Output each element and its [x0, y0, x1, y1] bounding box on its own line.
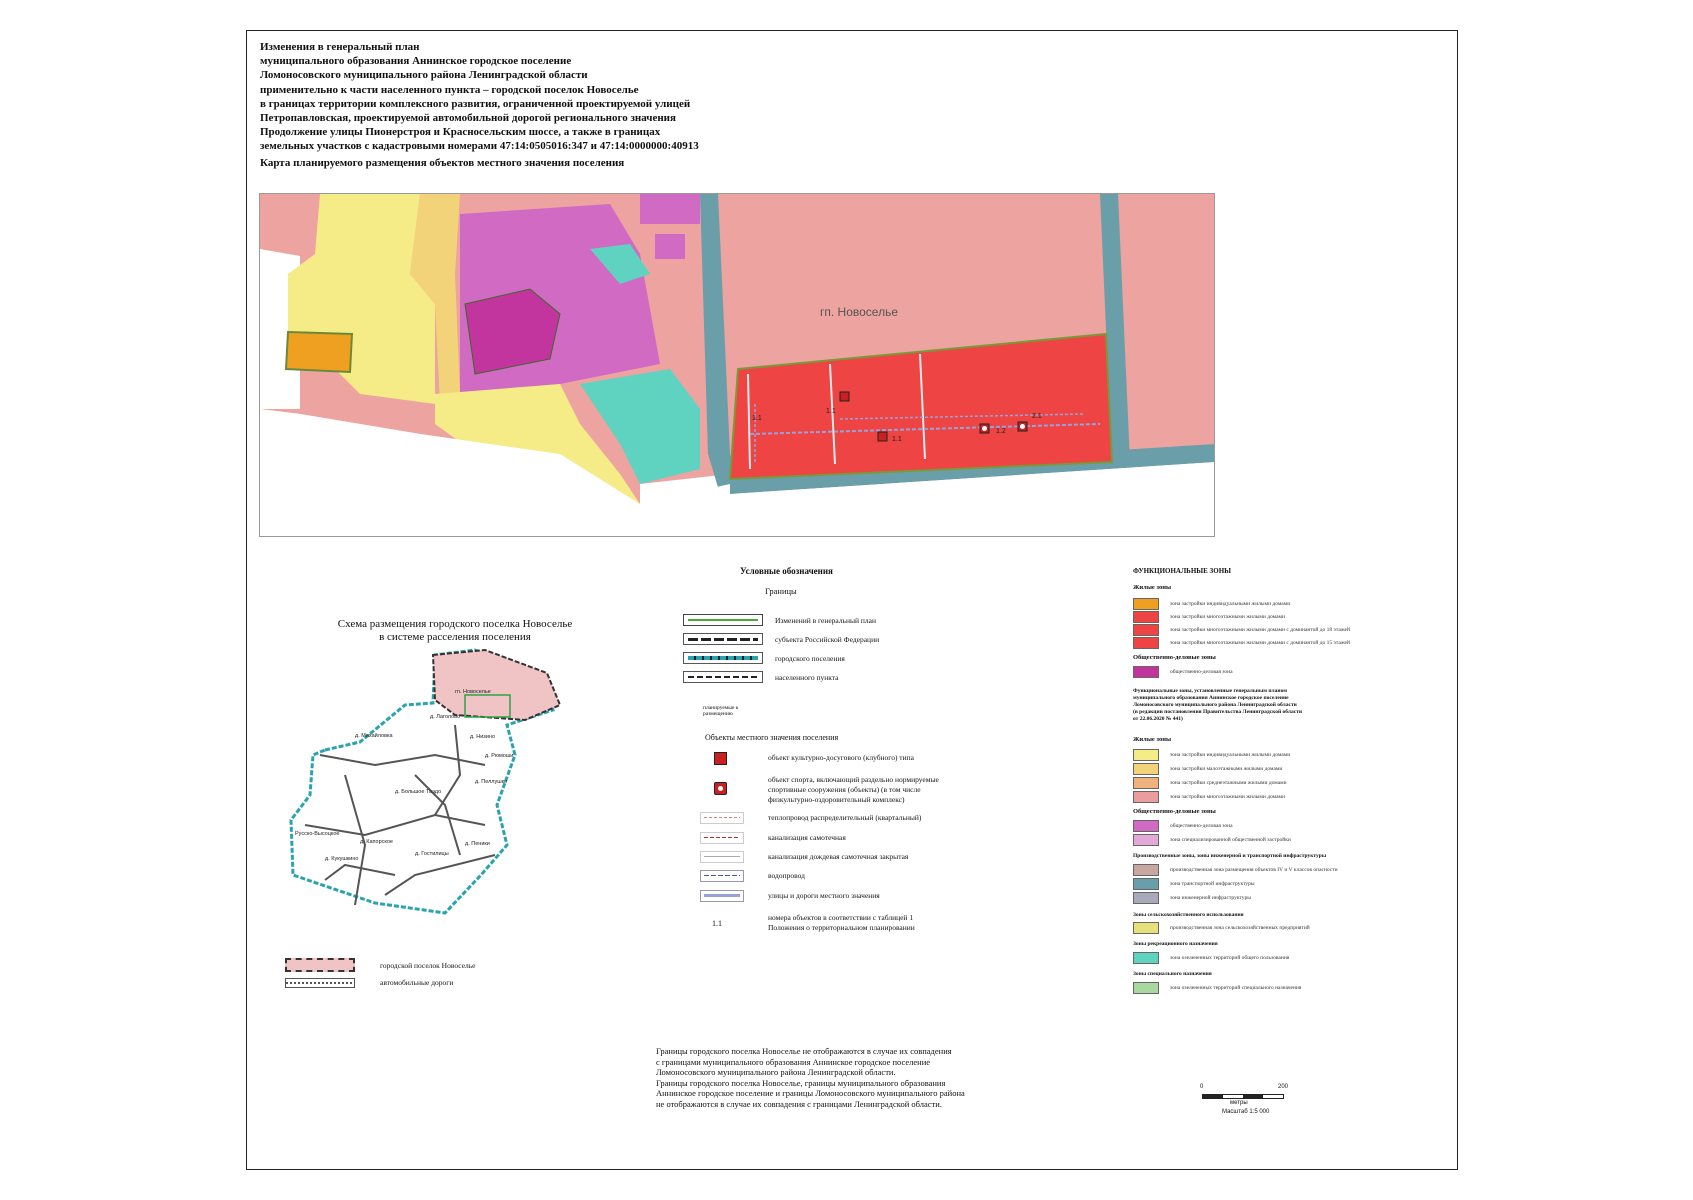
object-legend-label: номера объектов в соответствии с таблицей 1 — [768, 913, 914, 922]
object-number-label: 1.2 — [996, 428, 1006, 435]
bound-urban-settlement-swatch — [683, 652, 763, 664]
boundary-note — [656, 1046, 965, 1109]
note-line: Границы городского поселка Новоселье, границы муниципального образования — [656, 1077, 946, 1088]
fz-est-heading-line: Функциональные зоны, установленные генеральным планом — [1133, 688, 1287, 694]
scale-bar — [1200, 1084, 1290, 1124]
legend-heading: Условные обозначения — [740, 566, 833, 576]
fz-swatch — [1133, 598, 1159, 610]
scale-caption: Масштаб 1:5 000 — [1222, 1109, 1270, 1115]
objects-heading: Объекты местного значения поселения — [705, 733, 839, 742]
object-number-label: 1.1 — [892, 436, 902, 443]
main-map-svg — [260, 194, 1215, 537]
object-legend-label: канализация дождевая самотечная закрытая — [768, 852, 909, 861]
fz-swatch — [1133, 892, 1159, 904]
object-number-label: 1.1 — [752, 415, 762, 422]
note-line: с границами муниципального образования Аннинское городское поселение — [656, 1056, 931, 1067]
heat-pipe-swatch — [700, 812, 744, 824]
fz-swatch — [1133, 749, 1159, 761]
title-line: Продолжение улицы Пионерстроя и Красносельским шоссе, а также в границах — [260, 126, 661, 139]
object-legend-label: канализация самотечная — [768, 833, 846, 842]
inset-title-line: Схема размещения городского поселка Новоселье — [337, 618, 573, 630]
place-label: д. Пеллушки — [475, 779, 508, 785]
fz-label: зона застройки индивидуальными жилыми домами — [1170, 752, 1291, 758]
object-legend-label: физкультурно-оздоровительный комплекс) — [768, 795, 905, 804]
fz-label: общественно-деловая зона — [1170, 823, 1233, 829]
fz-swatch — [1133, 624, 1159, 636]
fz-swatch — [1133, 820, 1159, 832]
legend-bounds-heading: Границы — [765, 586, 797, 596]
map-title — [260, 40, 960, 154]
culture-object-icon[interactable] — [878, 432, 887, 441]
settlement-system-inset-map[interactable] — [285, 645, 605, 930]
fz-subheading: Производственные зоны, зоны инженерной и транспортной инфраструктуры — [1133, 853, 1327, 859]
fz-subheading: Зоны сельскохозяйственного использования — [1133, 912, 1244, 918]
fz-swatch — [1133, 611, 1159, 623]
fz-swatch — [1133, 878, 1159, 890]
fz-subheading: Общественно-деловые зоны — [1133, 808, 1216, 815]
zone-planned-individual-housing — [286, 332, 352, 372]
object-legend-label: объект спорта, включающий раздельно нормируемые — [768, 775, 939, 784]
fz-subheading: Жилые зоны — [1133, 584, 1172, 591]
scale-bar-graphic — [1202, 1094, 1284, 1099]
note-line: Границы городского поселка Новоселье не отображаются в случае их совпадения — [656, 1046, 952, 1056]
settlement-label: гп. Новоселье — [820, 305, 898, 319]
bound-label: городского поселения — [775, 654, 845, 663]
functional-zones-heading: ФУНКЦИОНАЛЬНЫЕ ЗОНЫ — [1133, 567, 1232, 575]
title-line: Изменения в генеральный план — [260, 41, 420, 53]
fz-swatch — [1133, 666, 1159, 678]
note-line: Аннинское городское поселение и границы Ломоносовского муниципального района — [656, 1088, 965, 1098]
bound-locality-swatch — [683, 671, 763, 683]
legend-settlement-swatch — [285, 958, 355, 972]
place-label: д. Рюмоши — [485, 753, 514, 759]
sport-object-icon[interactable] — [980, 424, 989, 433]
object-number-label: 2.1 — [1032, 413, 1042, 420]
water-pipe-swatch — [700, 870, 744, 882]
sport-object-icon[interactable] — [1018, 422, 1027, 431]
bound-label: Изменений в генеральный план — [775, 616, 877, 625]
place-label: д. Лаголово — [430, 714, 461, 720]
title-line: муниципального образования Аннинское городское поселение — [260, 55, 572, 68]
novoselye-area — [433, 650, 560, 720]
title-line: земельных участков с кадастровыми номерами 47:14:0505016:347 и 47:14:0000000:40913 — [260, 140, 699, 153]
fz-swatch — [1133, 864, 1159, 876]
fz-subheading: Жилые зоны — [1133, 736, 1172, 743]
fz-label: производственная зона размещения объектов IV и V классов опасности — [1170, 867, 1338, 873]
storm-sewer-swatch — [700, 851, 744, 863]
fz-swatch — [1133, 637, 1159, 649]
fz-label: зона застройки многоэтажными жилыми домами с доминантой до 15 этажей — [1170, 640, 1350, 646]
sewer-swatch — [700, 832, 744, 844]
inset-title-line: в системе расселения поселения — [379, 631, 531, 643]
fz-swatch — [1133, 952, 1159, 964]
culture-object-legend-icon — [714, 752, 727, 765]
object-legend-label: объект культурно-досугового (клубного) типа — [768, 753, 914, 762]
legend-settlement-label: городской поселок Новоселье — [380, 961, 476, 970]
object-legend-label: теплопровод распределительный (квартальный) — [768, 813, 922, 822]
fz-subheading: Зоны специального назначения — [1133, 971, 1212, 977]
title-line: в границах территории комплексного развития, ограниченной проектируемой улицей — [260, 97, 691, 110]
main-zoning-map[interactable] — [259, 193, 1215, 537]
inset-svg — [285, 645, 605, 925]
fz-label: зона застройки многоэтажными жилыми домами — [1170, 614, 1285, 620]
sport-object-legend-icon — [714, 782, 727, 795]
note-line: Ломоносовского муниципального района Ленинградской области. — [656, 1067, 896, 1077]
place-label: д. Кукушкино — [325, 856, 359, 862]
fz-label: зона застройки многоэтажными жилыми домами с доминантой до 18 этажей — [1170, 627, 1350, 633]
fz-label: зона транспортной инфраструктуры — [1170, 881, 1255, 887]
fz-label: зона застройки многоэтажными жилыми домами — [1170, 794, 1285, 800]
fz-swatch — [1133, 922, 1159, 934]
place-label: д. Михайловка — [355, 733, 393, 739]
place-label: гп. Новоселье — [455, 689, 491, 695]
fz-label: зона застройки малоэтажными жилыми домами — [1170, 766, 1283, 772]
title-line: Петропавловская, проектируемой автомобильной дорогой регионального значения — [260, 112, 676, 125]
fz-est-heading-line: Ломоносовского муниципального района Ленинградской области — [1133, 702, 1297, 708]
scale-unit: метры — [1230, 1100, 1248, 1106]
fz-label: зона застройки индивидуальными жилыми домами — [1170, 601, 1291, 607]
fz-label: зона озелененных территорий общего пользования — [1170, 955, 1290, 961]
fz-est-heading-line: (в редакции постановления Правительства Ленинградской области — [1133, 709, 1303, 715]
object-legend-label: спортивные сооружения (объекты) (в том числе — [768, 785, 921, 794]
note-line: не отображаются в случае их совпадения с границами Ленинградской области. — [656, 1098, 942, 1109]
fz-est-heading-line: от 22.06.2020 № 441) — [1133, 716, 1183, 722]
planned-caption: планируемые к размещению — [703, 705, 739, 717]
scale-start: 0 — [1200, 1084, 1204, 1090]
fz-label: зона инженерной инфраструктуры — [1170, 895, 1251, 901]
object-legend-label: улицы и дороги местного значения — [768, 891, 880, 900]
place-label: д. Капорское — [360, 839, 393, 845]
object-number-label: 1.1 — [826, 408, 836, 415]
place-label: Русско-Высоцкое — [295, 831, 340, 837]
fz-label: зона специализированной общественной застройки — [1170, 837, 1291, 843]
map-subtitle: Карта планируемого размещения объектов местного значения поселения — [260, 157, 625, 169]
fz-swatch — [1133, 982, 1159, 994]
fz-label: зона застройки среднеэтажными жилыми домами — [1170, 780, 1287, 786]
place-label: д. Гостилицы — [415, 851, 449, 857]
fz-swatch — [1133, 777, 1159, 789]
place-label: д. Большое Таэдо — [395, 789, 442, 795]
fz-subheading: Общественно-деловые зоны — [1133, 654, 1216, 661]
inset-title — [290, 618, 620, 644]
object-legend-label: Положения о территориальном планировании — [768, 923, 915, 932]
title-line: применительно к части населенного пункта – городской поселок Новоселье — [260, 83, 639, 96]
legend-road-swatch — [285, 978, 355, 988]
local-street-swatch — [700, 890, 744, 902]
bound-label: субъекта Российской Федерации — [775, 635, 880, 644]
scale-end: 200 — [1278, 1084, 1289, 1090]
fz-swatch — [1133, 834, 1159, 846]
bound-label: населенного пункта — [775, 673, 839, 682]
object-legend-label: водопровод — [768, 871, 805, 880]
fz-swatch — [1133, 791, 1159, 803]
fz-label: общественно-деловая зона — [1170, 669, 1233, 675]
fz-subheading: Зоны рекреационного назначения — [1133, 941, 1218, 947]
number-sample: 1.1 — [712, 919, 722, 928]
legend-road-label: автомобильные дороги — [380, 978, 454, 987]
place-label: д. Низино — [470, 734, 495, 740]
bound-amendment-swatch — [683, 614, 763, 626]
fz-label: производственная зона сельскохозяйственных предприятий — [1170, 925, 1310, 931]
bound-federal-subject-swatch — [683, 633, 763, 645]
culture-object-icon[interactable] — [840, 392, 849, 401]
place-label: д. Пеники — [465, 841, 490, 847]
fz-swatch — [1133, 763, 1159, 775]
title-line: Ломоносовского муниципального района Ленинградской области — [260, 69, 588, 82]
fz-label: зона озелененных территорий специального назначения — [1170, 985, 1302, 991]
fz-est-heading-line: муниципального образования Аннинское городское поселение — [1133, 695, 1289, 701]
